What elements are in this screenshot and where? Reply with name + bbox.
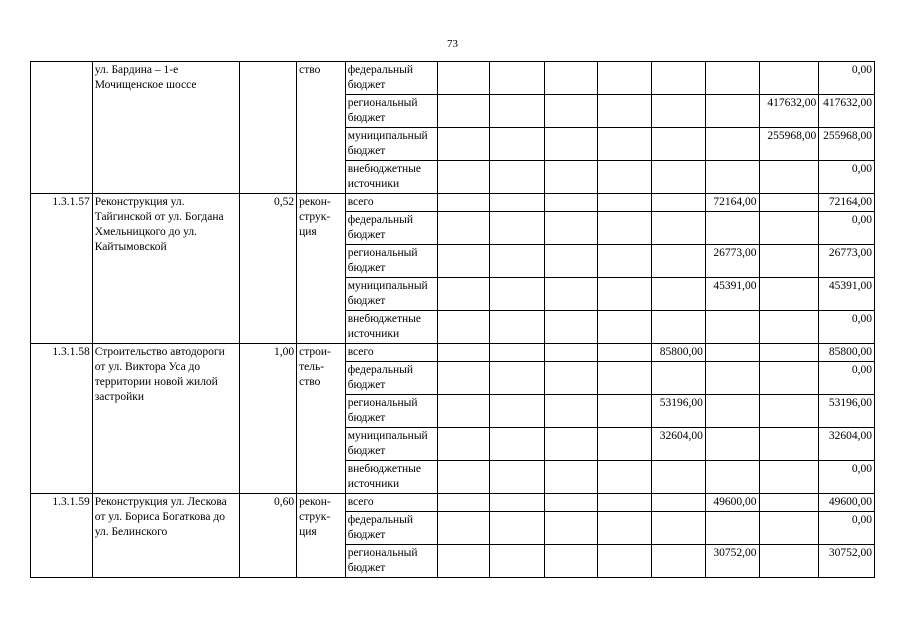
amount-cell — [705, 344, 759, 362]
amount-cell — [490, 512, 545, 545]
amount-cell — [490, 395, 545, 428]
amount-cell: 30752,00 — [705, 545, 759, 578]
amount-cell — [545, 95, 598, 128]
amount-cell — [490, 428, 545, 461]
funding-source-cell: муниципальный бюджет — [345, 428, 437, 461]
amount-cell: 0,00 — [819, 311, 875, 344]
amount-cell — [597, 278, 652, 311]
amount-cell — [705, 161, 759, 194]
amount-cell: 85800,00 — [819, 344, 875, 362]
amount-cell — [597, 245, 652, 278]
work-type-cell: рекон-струк-ция — [297, 494, 346, 578]
amount-cell: 72164,00 — [705, 194, 759, 212]
amount-cell — [545, 362, 598, 395]
amount-cell — [437, 161, 490, 194]
amount-cell — [545, 161, 598, 194]
funding-source-cell: внебюджетные источники — [345, 161, 437, 194]
amount-cell — [545, 344, 598, 362]
amount-cell — [490, 95, 545, 128]
amount-cell — [545, 494, 598, 512]
amount-cell — [490, 545, 545, 578]
amount-cell — [759, 161, 819, 194]
code-cell — [31, 62, 93, 194]
amount-cell — [597, 494, 652, 512]
amount-cell — [597, 62, 652, 95]
funding-source-cell: внебюджетные источники — [345, 311, 437, 344]
amount-cell: 0,00 — [819, 212, 875, 245]
code-cell: 1.3.1.58 — [31, 344, 93, 494]
amount-cell — [705, 362, 759, 395]
amount-cell — [490, 311, 545, 344]
amount-cell — [652, 161, 706, 194]
amount-cell: 26773,00 — [819, 245, 875, 278]
amount-cell — [652, 494, 706, 512]
amount-cell — [597, 212, 652, 245]
amount-cell — [490, 362, 545, 395]
amount-cell — [759, 395, 819, 428]
amount-cell — [437, 545, 490, 578]
amount-cell: 32604,00 — [652, 428, 706, 461]
table-row — [31, 62, 875, 95]
amount-cell — [437, 428, 490, 461]
amount-cell: 0,00 — [819, 161, 875, 194]
code-cell: 1.3.1.57 — [31, 194, 93, 344]
amount-cell — [652, 362, 706, 395]
amount-cell — [490, 128, 545, 161]
length-cell: 0,52 — [240, 194, 297, 344]
amount-cell: 32604,00 — [819, 428, 875, 461]
amount-cell — [705, 212, 759, 245]
amount-cell — [759, 545, 819, 578]
object-name-cell: Реконструкция ул. Лескова от ул. Бориса Богаткова до ул. Белинского — [92, 494, 240, 578]
amount-cell — [437, 512, 490, 545]
amount-cell — [597, 428, 652, 461]
object-name-cell: Строительство автодороги от ул. Виктора Уса до территории новой жилой застройки — [92, 344, 240, 494]
amount-cell: 49600,00 — [819, 494, 875, 512]
object-name-cell: ул. Бардина – 1-е Мочищенское шоссе — [92, 62, 240, 194]
funding-source-cell: федеральный бюджет — [345, 512, 437, 545]
amount-cell — [652, 311, 706, 344]
work-type-cell: строи-тель-ство — [297, 344, 346, 494]
amount-cell — [545, 245, 598, 278]
amount-cell — [545, 461, 598, 494]
amount-cell — [545, 395, 598, 428]
amount-cell — [597, 344, 652, 362]
amount-cell — [490, 344, 545, 362]
amount-cell — [652, 212, 706, 245]
funding-source-cell: федеральный бюджет — [345, 362, 437, 395]
amount-cell: 53196,00 — [652, 395, 706, 428]
amount-cell — [759, 512, 819, 545]
amount-cell — [490, 245, 545, 278]
amount-cell: 0,00 — [819, 461, 875, 494]
amount-cell: 85800,00 — [652, 344, 706, 362]
amount-cell — [437, 245, 490, 278]
amount-cell — [490, 161, 545, 194]
amount-cell — [759, 212, 819, 245]
amount-cell — [652, 128, 706, 161]
amount-cell — [545, 212, 598, 245]
amount-cell — [759, 461, 819, 494]
funding-source-cell: федеральный бюджет — [345, 62, 437, 95]
amount-cell — [597, 461, 652, 494]
amount-cell: 255968,00 — [819, 128, 875, 161]
amount-cell: 45391,00 — [705, 278, 759, 311]
funding-source-cell: региональный бюджет — [345, 395, 437, 428]
amount-cell — [759, 362, 819, 395]
amount-cell — [652, 245, 706, 278]
amount-cell — [597, 545, 652, 578]
amount-cell — [705, 95, 759, 128]
amount-cell — [437, 62, 490, 95]
amount-cell — [490, 194, 545, 212]
amount-cell: 49600,00 — [705, 494, 759, 512]
page-number: 73 — [447, 38, 458, 50]
amount-cell: 72164,00 — [819, 194, 875, 212]
amount-cell — [705, 311, 759, 344]
length-cell: 0,60 — [240, 494, 297, 578]
amount-cell — [597, 395, 652, 428]
length-cell — [240, 62, 297, 194]
table-body — [31, 62, 875, 578]
table-row — [31, 344, 875, 362]
amount-cell — [490, 62, 545, 95]
amount-cell — [597, 512, 652, 545]
amount-cell — [759, 245, 819, 278]
amount-cell — [705, 395, 759, 428]
amount-cell: 45391,00 — [819, 278, 875, 311]
amount-cell — [437, 212, 490, 245]
amount-cell — [490, 278, 545, 311]
amount-cell — [545, 128, 598, 161]
amount-cell: 417632,00 — [819, 95, 875, 128]
amount-cell — [597, 194, 652, 212]
amount-cell — [759, 311, 819, 344]
amount-cell — [437, 311, 490, 344]
amount-cell — [705, 128, 759, 161]
amount-cell — [759, 344, 819, 362]
funding-source-cell: всего — [345, 494, 437, 512]
amount-cell — [437, 194, 490, 212]
amount-cell — [652, 512, 706, 545]
amount-cell — [437, 344, 490, 362]
object-name-cell: Реконструкция ул. Тайгинской от ул. Богдана Хмельницкого до ул. Кайтымовской — [92, 194, 240, 344]
amount-cell — [759, 428, 819, 461]
amount-cell: 0,00 — [819, 362, 875, 395]
amount-cell — [545, 311, 598, 344]
funding-source-cell: региональный бюджет — [345, 245, 437, 278]
amount-cell: 0,00 — [819, 512, 875, 545]
amount-cell: 0,00 — [819, 62, 875, 95]
amount-cell — [437, 494, 490, 512]
amount-cell — [705, 512, 759, 545]
funding-source-cell: внебюджетные источники — [345, 461, 437, 494]
amount-cell — [597, 362, 652, 395]
amount-cell: 417632,00 — [759, 95, 819, 128]
amount-cell — [652, 461, 706, 494]
amount-cell — [652, 545, 706, 578]
amount-cell — [597, 161, 652, 194]
funding-source-cell: региональный бюджет — [345, 95, 437, 128]
amount-cell — [705, 62, 759, 95]
amount-cell: 30752,00 — [819, 545, 875, 578]
amount-cell — [437, 395, 490, 428]
table-row — [31, 494, 875, 512]
amount-cell: 255968,00 — [759, 128, 819, 161]
funding-source-cell: муниципальный бюджет — [345, 128, 437, 161]
amount-cell: 53196,00 — [819, 395, 875, 428]
budget-table — [30, 61, 875, 578]
amount-cell — [545, 278, 598, 311]
amount-cell — [545, 545, 598, 578]
amount-cell — [545, 194, 598, 212]
funding-source-cell: региональный бюджет — [345, 545, 437, 578]
funding-source-cell: всего — [345, 194, 437, 212]
amount-cell — [437, 461, 490, 494]
length-cell: 1,00 — [240, 344, 297, 494]
work-type-cell: рекон-струк-ция — [297, 194, 346, 344]
amount-cell: 26773,00 — [705, 245, 759, 278]
amount-cell — [652, 194, 706, 212]
amount-cell — [437, 278, 490, 311]
amount-cell — [705, 428, 759, 461]
amount-cell — [545, 428, 598, 461]
table-row — [31, 194, 875, 212]
amount-cell — [490, 212, 545, 245]
amount-cell — [652, 62, 706, 95]
amount-cell — [759, 278, 819, 311]
amount-cell — [705, 461, 759, 494]
code-cell: 1.3.1.59 — [31, 494, 93, 578]
amount-cell — [759, 494, 819, 512]
amount-cell — [759, 62, 819, 95]
amount-cell — [597, 311, 652, 344]
amount-cell — [437, 362, 490, 395]
amount-cell — [652, 95, 706, 128]
amount-cell — [437, 128, 490, 161]
amount-cell — [490, 494, 545, 512]
funding-source-cell: всего — [345, 344, 437, 362]
amount-cell — [437, 95, 490, 128]
work-type-cell: ство — [297, 62, 346, 194]
amount-cell — [597, 95, 652, 128]
funding-source-cell: федеральный бюджет — [345, 212, 437, 245]
amount-cell — [597, 128, 652, 161]
amount-cell — [545, 62, 598, 95]
amount-cell — [490, 461, 545, 494]
amount-cell — [759, 194, 819, 212]
funding-source-cell: муниципальный бюджет — [345, 278, 437, 311]
amount-cell — [545, 512, 598, 545]
amount-cell — [652, 278, 706, 311]
